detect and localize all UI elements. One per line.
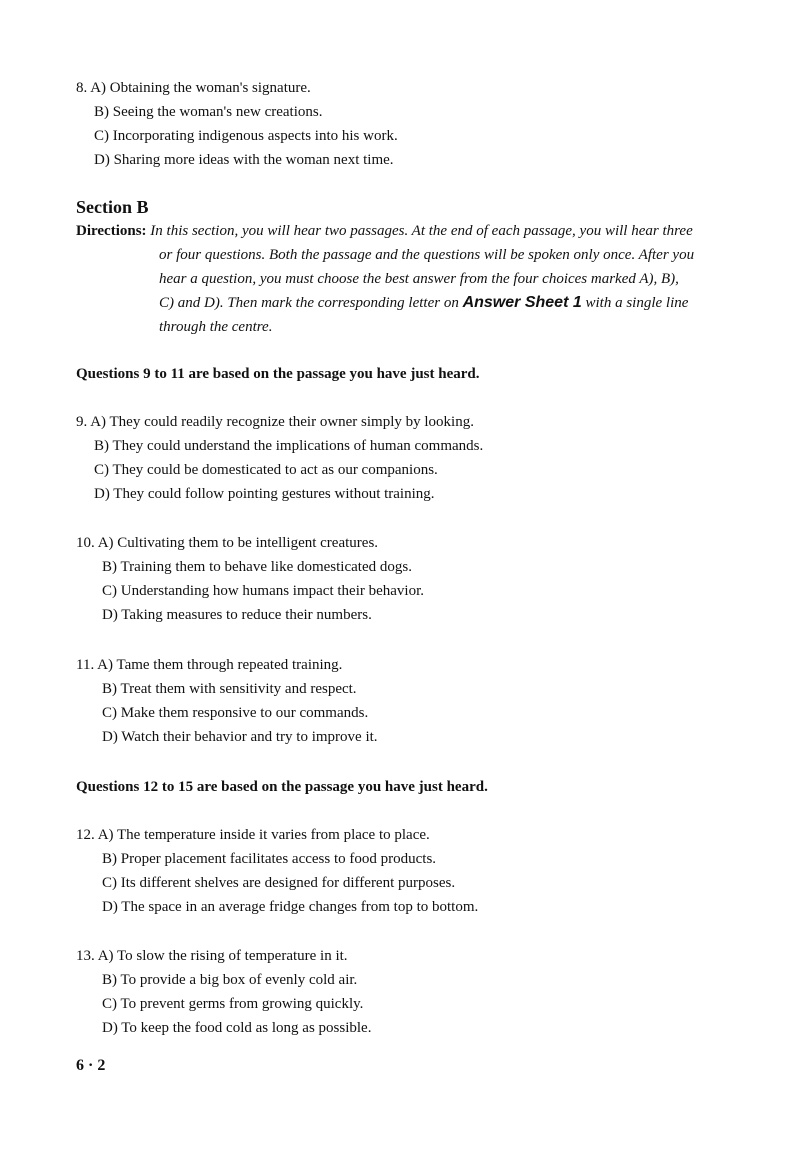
question-11-option-a	[76, 655, 342, 675]
question-9-option-d: D) They could follow pointing gestures without training.	[94, 486, 435, 502]
question-number: 11.	[76, 657, 95, 673]
directions-text: In this section, you will hear two passages. At the end of each passage, you will hear three	[150, 223, 693, 239]
directions-text: with a single line	[585, 295, 689, 311]
question-8-option-a	[76, 78, 311, 98]
page-number: 6 · 2	[76, 1057, 106, 1074]
question-9-option-c: C) They could be domesticated to act as our companions.	[94, 462, 438, 478]
question-10-option-c: C) Understanding how humans impact their behavior.	[102, 583, 425, 599]
question-12-option-c: C) Its different shelves are designed for different purposes.	[102, 875, 456, 891]
question-number: 13.	[76, 948, 95, 964]
option-text: A) Cultivating them to be intelligent creatures.	[97, 535, 379, 551]
directions-text: C) and D). Then mark the corresponding letter on	[159, 295, 459, 311]
question-9-option-a	[76, 412, 474, 432]
directions-line-1	[76, 221, 693, 241]
question-8-option-b: B) Seeing the woman's new creations.	[94, 104, 323, 120]
question-10-option-d: D) Taking measures to reduce their numbers.	[102, 607, 372, 623]
directions-line-4	[159, 293, 688, 313]
answer-sheet-label: Answer Sheet 1	[462, 294, 582, 311]
section-title: Section B	[76, 197, 149, 217]
option-text: A) To slow the rising of temperature in it.	[97, 948, 348, 964]
option-text: A) The temperature inside it varies from place to place.	[97, 827, 430, 843]
option-text: A) Tame them through repeated training.	[97, 657, 343, 673]
question-13-option-c: C) To prevent germs from growing quickly.	[102, 996, 364, 1012]
question-10-option-a	[76, 533, 378, 553]
question-11-option-d: D) Watch their behavior and try to improve it.	[102, 729, 378, 745]
questions-12-15-heading: Questions 12 to 15 are based on the passage you have just heard.	[76, 779, 488, 795]
question-number: 12.	[76, 827, 95, 843]
question-13-option-d: D) To keep the food cold as long as possible.	[102, 1020, 372, 1036]
question-number: 9.	[76, 414, 88, 430]
question-12-option-b: B) Proper placement facilitates access to food products.	[102, 851, 437, 867]
question-8-option-c: C) Incorporating indigenous aspects into his work.	[94, 128, 398, 144]
questions-9-11-heading: Questions 9 to 11 are based on the passage you have just heard.	[76, 366, 480, 382]
question-10-option-b: B) Training them to behave like domesticated dogs.	[102, 559, 412, 575]
question-number: 8.	[76, 80, 88, 96]
directions-line-5: through the centre.	[159, 319, 273, 335]
question-11-option-b: B) Treat them with sensitivity and respect.	[102, 681, 357, 697]
question-11-option-c: C) Make them responsive to our commands.	[102, 705, 369, 721]
directions-line-3: hear a question, you must choose the best answer from the four choices marked A), B),	[159, 271, 679, 287]
question-9-option-b: B) They could understand the implications of human commands.	[94, 438, 484, 454]
question-13-option-a	[76, 946, 348, 966]
option-text: A) Obtaining the woman's signature.	[90, 80, 311, 96]
question-12-option-d: D) The space in an average fridge changes from top to bottom.	[102, 899, 479, 915]
directions-line-2: or four questions. Both the passage and the questions will be spoken only once. After you	[159, 247, 695, 263]
directions-label: Directions:	[76, 223, 147, 239]
question-8-option-d: D) Sharing more ideas with the woman next time.	[94, 152, 394, 168]
question-13-option-b: B) To provide a big box of evenly cold air.	[102, 972, 358, 988]
question-12-option-a	[76, 825, 430, 845]
question-number: 10.	[76, 535, 95, 551]
option-text: A) They could readily recognize their owner simply by looking.	[90, 414, 474, 430]
